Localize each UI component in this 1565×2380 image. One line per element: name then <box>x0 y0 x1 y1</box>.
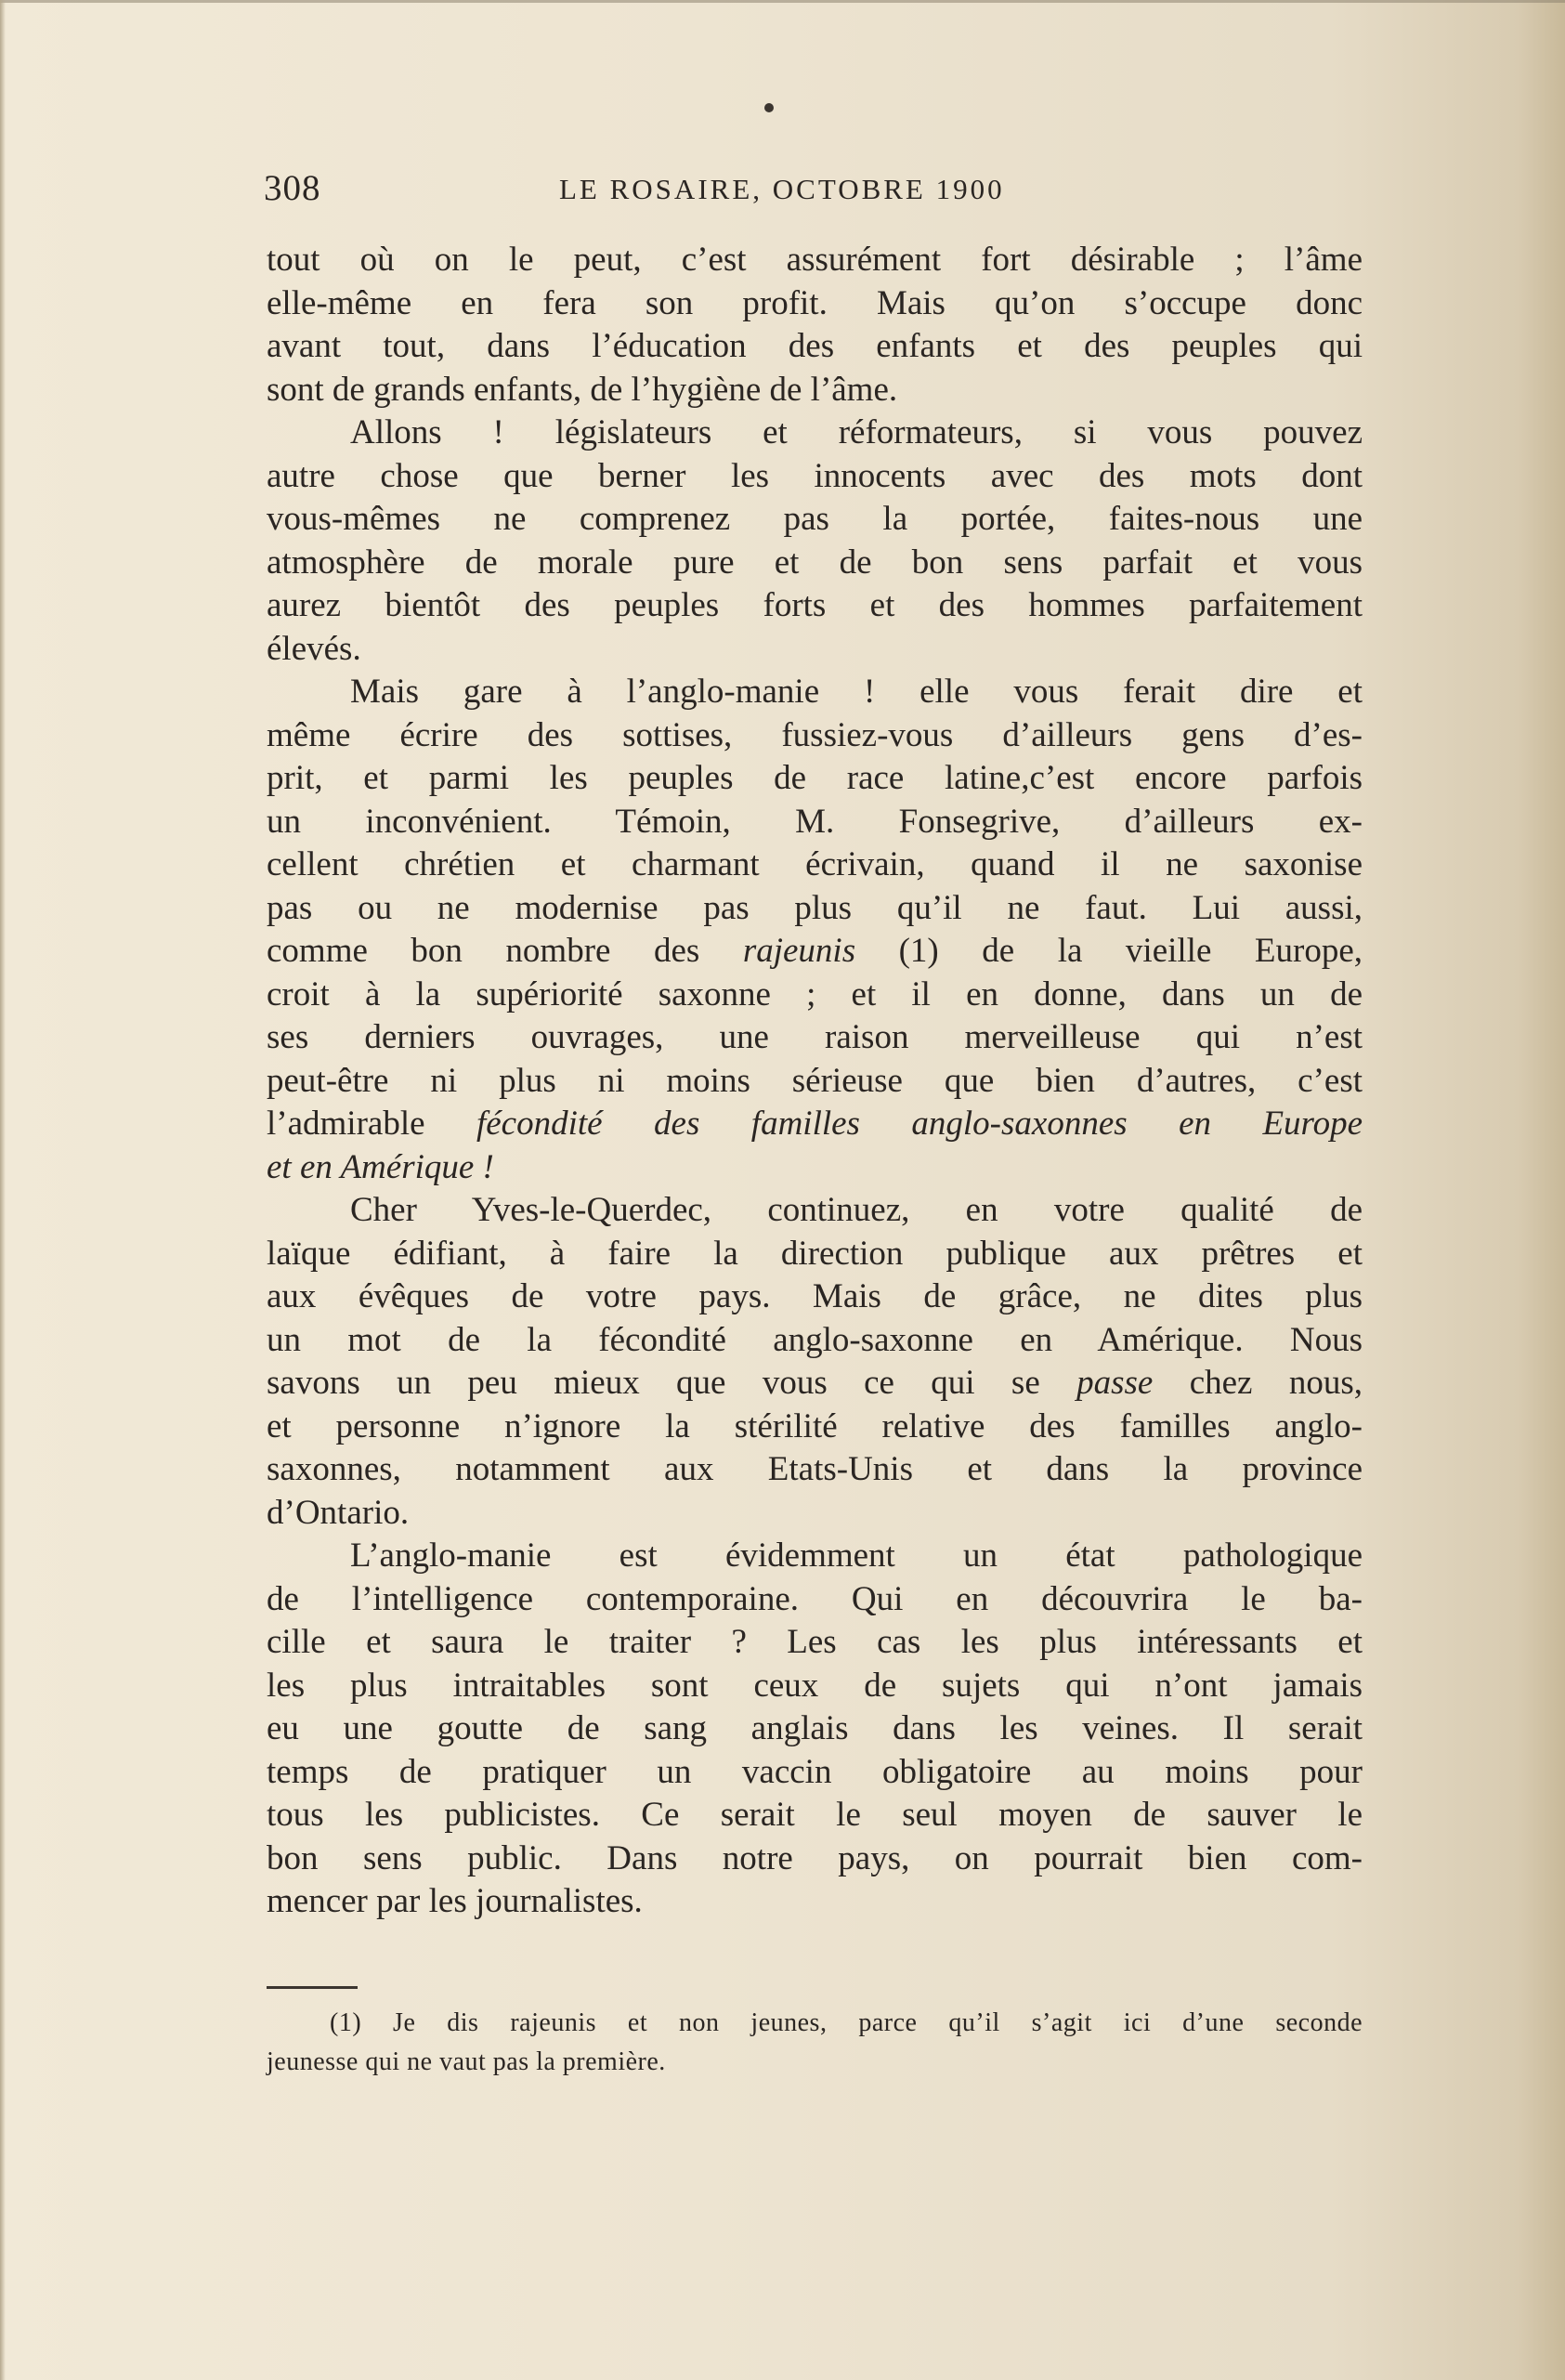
page-number: 308 <box>264 168 321 208</box>
text-run: l’admirable <box>267 1105 476 1143</box>
scan-top-edge <box>0 0 1565 3</box>
text-line: aux évêques de votre pays. Mais de grâce, ne dites plus <box>267 1277 1363 1315</box>
text-line: et en Amérique ! <box>267 1147 494 1186</box>
text-line-fecondite <box>267 1103 1363 1146</box>
text-line: Allons ! législateurs et réformateurs, si vous pouvez <box>350 413 1363 451</box>
text-run: chez nous, <box>1153 1364 1363 1402</box>
text-run: comme bon nombre des <box>267 932 743 970</box>
italic-phrase: fécondité des familles anglo-saxonnes en Europe <box>476 1105 1363 1143</box>
text-line: atmosphère de morale pure et de bon sens parfait et vous <box>267 543 1363 582</box>
text-line: peut-être ni plus ni moins sérieuse que bien d’autres, c’est <box>267 1061 1363 1100</box>
text-line: un inconvénient. Témoin, M. Fonsegrive, d’ailleurs ex- <box>267 802 1363 841</box>
text-line: prit, et parmi les peuples de race latine,c’est encore parfois <box>267 759 1363 797</box>
text-run: (1) de la vieille Europe, <box>855 932 1363 970</box>
footnote-line: jeunesse qui ne vaut pas la première. <box>267 2047 666 2076</box>
body-text <box>267 239 1363 1924</box>
text-line: aurez bientôt des peuples forts et des hommes parfaitement <box>267 586 1363 624</box>
text-line: et personne n’ignore la stérilité relative des familles anglo- <box>267 1406 1363 1445</box>
text-line: ses derniers ouvrages, une raison merveilleuse qui n’est <box>267 1018 1363 1056</box>
footnote-rule <box>267 1986 358 1989</box>
text-line: L’anglo-manie est évidemment un état pathologique <box>350 1537 1363 1575</box>
text-line: autre chose que berner les innocents avec des mots dont <box>267 456 1363 495</box>
italic-term: passe <box>1076 1364 1154 1402</box>
italic-term: rajeunis <box>742 932 856 970</box>
text-line: Cher Yves-le-Querdec, continuez, en votre qualité de <box>350 1191 1363 1229</box>
footnote <box>267 2004 1363 2082</box>
text-line: temps de pratiquer un vaccin obligatoire au moins pour <box>267 1752 1363 1791</box>
text-line: élevés. <box>267 629 361 668</box>
text-line: bon sens public. Dans notre pays, on pourrait bien com- <box>267 1838 1363 1877</box>
text-line: elle-même en fera son profit. Mais qu’on s’occupe donc <box>267 283 1363 322</box>
text-line: les plus intraitables sont ceux de sujets qui n’ont jamais <box>267 1666 1363 1705</box>
running-head: LE ROSAIRE, OCTOBRE 1900 <box>559 173 1005 205</box>
text-line: pas ou ne modernise pas plus qu’il ne faut. Lui aussi, <box>267 888 1363 927</box>
text-line-passe <box>267 1362 1363 1406</box>
text-line: tout où on le peut, c’est assurément fort désirable ; l’âme <box>267 241 1363 279</box>
text-line: un mot de la fécondité anglo-saxonne en Amérique. Nous <box>267 1320 1363 1359</box>
text-line: mencer par les journalistes. <box>267 1882 643 1920</box>
text-line: de l’intelligence contemporaine. Qui en découvrira le ba- <box>267 1579 1363 1618</box>
text-line: avant tout, dans l’éducation des enfants et des peuples qui <box>267 327 1363 365</box>
footnote-line: (1) Je dis rajeunis et non jeunes, parce qu’il s’agit ici d’une seconde <box>330 2008 1363 2037</box>
text-line-rajeunis <box>267 930 1363 974</box>
binding-shadow <box>0 0 6 2380</box>
text-line: eu une goutte de sang anglais dans les veines. Il serait <box>267 1709 1363 1747</box>
text-line: saxonnes, notamment aux Etats-Unis et dans la province <box>267 1450 1363 1488</box>
text-line: croit à la supériorité saxonne ; et il en donne, dans un de <box>267 974 1363 1013</box>
text-line: laïque édifiant, à faire la direction publique aux prêtres et <box>267 1234 1363 1273</box>
text-line: sont de grands enfants, de l’hygiène de l’âme. <box>267 370 898 409</box>
text-line: même écrire des sottises, fussiez-vous d’ailleurs gens d’es- <box>267 715 1363 754</box>
text-line: cille et saura le traiter ? Les cas les plus intéressants et <box>267 1623 1363 1661</box>
text-run: savons un peu mieux que vous ce qui se <box>267 1364 1077 1402</box>
text-line: vous-mêmes ne comprenez pas la portée, faites-nous une <box>267 500 1363 538</box>
text-line: cellent chrétien et charmant écrivain, quand il ne saxonise <box>267 845 1363 883</box>
ink-speck <box>764 103 774 112</box>
text-line: tous les publicistes. Ce serait le seul moyen de sauver le <box>267 1796 1363 1834</box>
text-line: Mais gare à l’anglo-manie ! elle vous ferait dire et <box>350 673 1363 711</box>
text-line: d’Ontario. <box>267 1493 410 1532</box>
